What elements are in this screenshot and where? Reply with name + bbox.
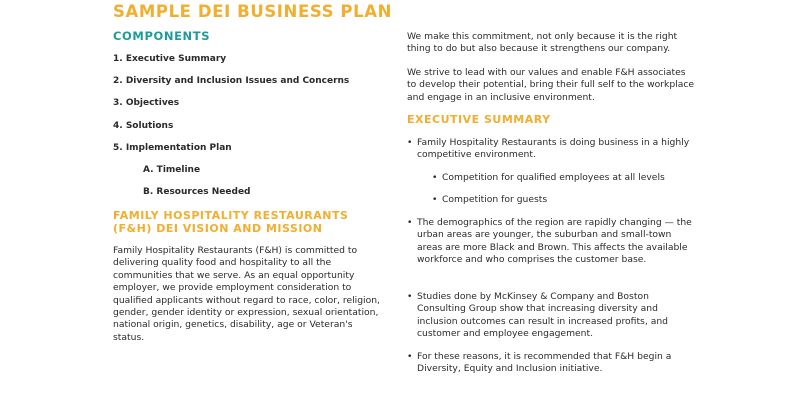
vision-paragraph: Family Hospitality Restaurants (F&H) is committed to delivering quality food and hospitality to all the communities that we serve. As an equal opportunity employer, we provide employment consideration to qualified applicants without regard to race, color, religion, gender, gender identity or expression, sexual orientation, national origin, genetics, disability, age or Veteran's status. <box>113 245 380 343</box>
exec-subbullet-guests: • Competition for guests <box>432 194 697 206</box>
exec-bullet-recommendation: • For these reasons, it is recommended that F&H begin a Diversity, Equity and Inclusion initiative. <box>407 351 692 376</box>
exec-bullet-competitive: • Family Hospitality Restaurants is doing business in a highly competitive environment. <box>407 137 690 162</box>
toc-item-solutions: 4. Solutions <box>113 121 174 131</box>
commitment-paragraph: We make this commitment, not only because it is the right thing to do but also because it strengthens our company. <box>407 31 678 55</box>
toc-item-diversity-issues: 2. Diversity and Inclusion Issues and Concerns <box>113 76 350 86</box>
toc-item-objectives: 3. Objectives <box>113 98 180 108</box>
toc-subitem-resources: B. Resources Needed <box>143 187 251 197</box>
toc-subitem-timeline: A. Timeline <box>143 165 201 175</box>
values-paragraph: We strive to lead with our values and enable F&H associates to develop their potential, bring their full self to the workplace and engage in an inclusive environment. <box>407 67 695 103</box>
components-heading: COMPONENTS <box>113 29 211 43</box>
exec-bullet-demographics: • The demographics of the region are rapidly changing — the urban areas are younger, the suburban and small-town areas are more Black and Brown. This affects the available workforce and who comprises the customer base. <box>407 217 692 267</box>
exec-bullet-studies: • Studies done by McKinsey & Company and Boston Consulting Group show that increasing diversity and inclusion outcomes can result in increased profits, and customer and employee engagement. <box>407 291 692 341</box>
toc-item-implementation-plan: 5. Implementation Plan <box>113 143 232 153</box>
executive-summary-heading: EXECUTIVE SUMMARY <box>407 113 551 126</box>
document-title: SAMPLE DEI BUSINESS PLAN <box>113 2 392 21</box>
toc-item-executive-summary: 1. Executive Summary <box>113 54 227 64</box>
vision-heading: FAMILY HOSPITALITY RESTAURANTS (F&H) DEI VISION AND MISSION <box>113 209 349 235</box>
exec-subbullet-employees: • Competition for qualified employees at all levels <box>432 172 697 184</box>
